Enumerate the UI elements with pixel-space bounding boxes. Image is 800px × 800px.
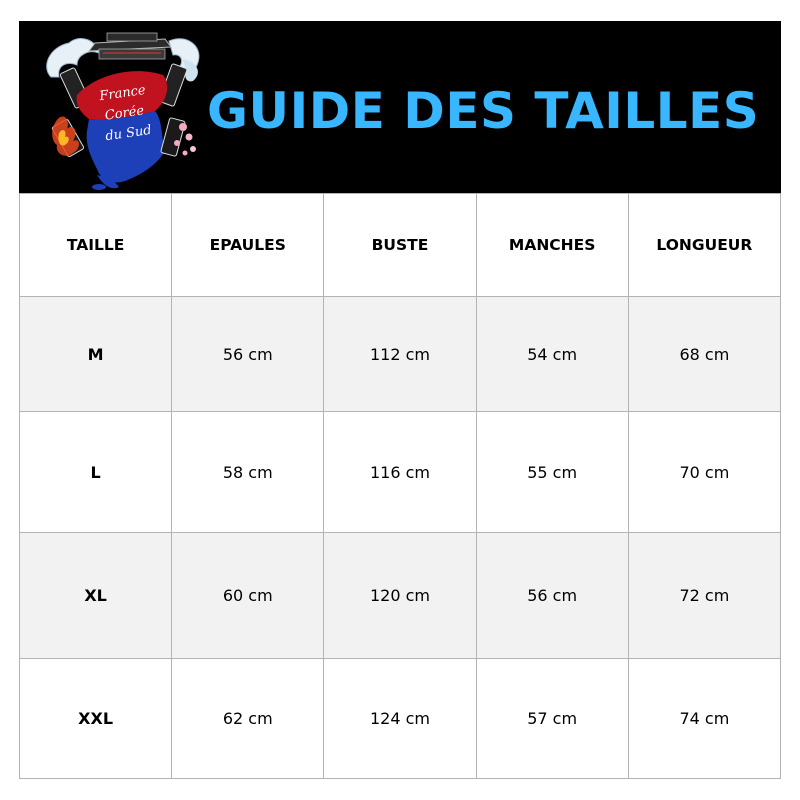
size-table <box>19 193 781 779</box>
cell-longueur: 72 cm <box>628 533 780 659</box>
column-header-buste: BUSTE <box>324 194 476 297</box>
svg-text:du Sud: du Sud <box>104 122 153 145</box>
column-header-longueur: LONGUEUR <box>628 194 780 297</box>
cell-epaules: 60 cm <box>172 533 324 659</box>
svg-text:France: France <box>98 82 147 105</box>
cell-epaules: 62 cm <box>172 659 324 779</box>
cell-manches: 57 cm <box>476 659 628 779</box>
cell-manches: 54 cm <box>476 297 628 412</box>
page-title: GUIDE DES TAILLES <box>207 82 760 140</box>
table-row <box>20 297 781 412</box>
size-guide-card <box>19 21 781 779</box>
cell-size: L <box>20 412 172 533</box>
cell-buste: 116 cm <box>324 412 476 533</box>
cell-longueur: 70 cm <box>628 412 780 533</box>
cell-longueur: 74 cm <box>628 659 780 779</box>
column-header-taille: TAILLE <box>20 194 172 297</box>
cell-size: XL <box>20 533 172 659</box>
table-row <box>20 659 781 779</box>
cell-longueur: 68 cm <box>628 297 780 412</box>
cell-epaules: 56 cm <box>172 297 324 412</box>
table-row <box>20 533 781 659</box>
cell-buste: 112 cm <box>324 297 476 412</box>
cell-size: XXL <box>20 659 172 779</box>
cell-manches: 55 cm <box>476 412 628 533</box>
header-banner <box>19 21 781 193</box>
cell-size: M <box>20 297 172 412</box>
south-korea-map-logo-icon <box>37 25 207 193</box>
table-row <box>20 412 781 533</box>
cell-buste: 124 cm <box>324 659 476 779</box>
svg-text:Corée: Corée <box>103 103 146 124</box>
cell-epaules: 58 cm <box>172 412 324 533</box>
column-header-manches: MANCHES <box>476 194 628 297</box>
cell-manches: 56 cm <box>476 533 628 659</box>
cell-buste: 120 cm <box>324 533 476 659</box>
table-header-row <box>20 194 781 297</box>
column-header-epaules: EPAULES <box>172 194 324 297</box>
